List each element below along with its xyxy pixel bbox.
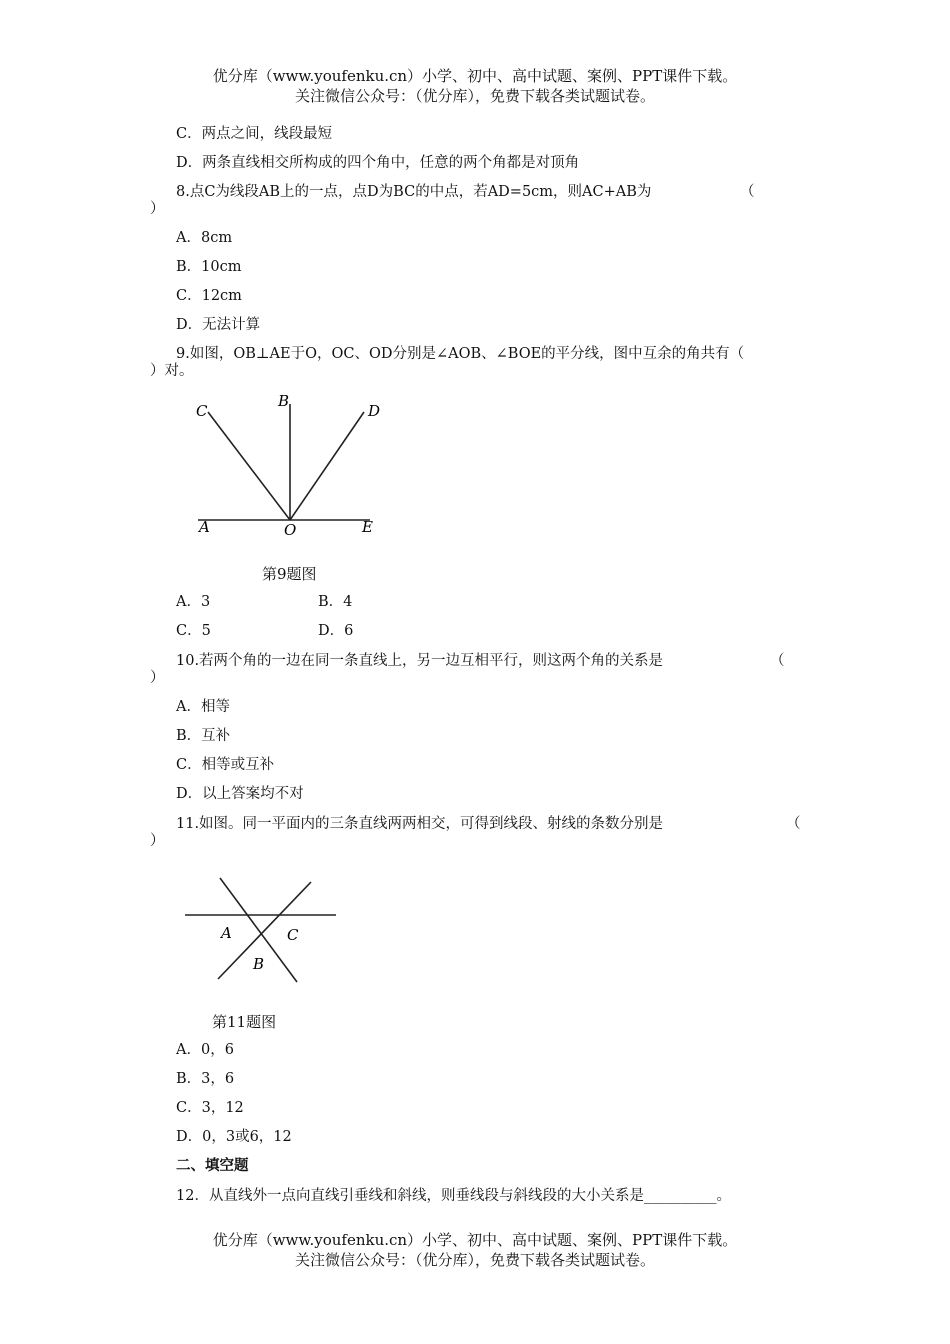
q9-caption: 第9题图 <box>262 565 317 583</box>
q11-figure <box>180 872 340 987</box>
q9-option-c: C．5 <box>176 623 211 639</box>
q11-paren-close: ） <box>150 833 165 849</box>
q8-paren-close: ） <box>150 201 165 217</box>
q10-paren-close: ） <box>150 670 165 686</box>
footer-line-1: 优分库（www.youfenku.cn）小学、初中、高中试题、案例、PPT课件下载。 <box>212 1231 738 1249</box>
q11-paren-open: （ <box>786 816 801 832</box>
q9-stem: 9.如图，OB⊥AE于O，OC、OD分别是∠AOB、∠BOE的平分线，图中互余的角共有（ <box>176 346 745 362</box>
label-o: O <box>284 521 297 539</box>
q8-option-a: A．8cm <box>176 230 233 246</box>
label-c: C <box>196 402 208 420</box>
q9-option-b: B．4 <box>318 594 353 610</box>
section-title: 二、填空题 <box>176 1157 249 1174</box>
header-line-2: 关注微信公众号：（优分库），免费下载各类试题试卷。 <box>294 87 655 105</box>
q10-stem: 10.若两个角的一边在同一条直线上，另一边互相平行，则这两个角的关系是 <box>176 653 664 669</box>
label-d: D <box>368 402 381 420</box>
q10-option-a: A．相等 <box>176 699 230 715</box>
q8-paren-open: （ <box>740 184 755 200</box>
q7-option-c: C．两点之间，线段最短 <box>176 126 333 142</box>
q12-stem: 12．从直线外一点向直线引垂线和斜线，则垂线段与斜线段的大小关系是__________。 <box>176 1188 731 1204</box>
q11-option-a: A．0，6 <box>176 1042 234 1058</box>
q9-figure <box>190 390 390 540</box>
header-line-1: 优分库（www.youfenku.cn）小学、初中、高中试题、案例、PPT课件下载。 <box>212 67 738 85</box>
q9-option-d: D．6 <box>318 623 354 639</box>
q8-stem: 8.点C为线段AB上的一点，点D为BC的中点，若AD=5cm，则AC+AB为 <box>176 184 652 200</box>
q11-stem: 11.如图。同一平面内的三条直线两两相交，可得到线段、射线的条数分别是 <box>176 816 664 832</box>
q10-option-d: D．以上答案均不对 <box>176 786 304 802</box>
q10-option-b: B．互补 <box>176 728 231 744</box>
label-a: A <box>221 924 232 942</box>
q7-option-d: D．两条直线相交所构成的四个角中，任意的两个角都是对顶角 <box>176 155 580 171</box>
q8-option-b: B．10cm <box>176 259 242 275</box>
label-c: C <box>287 926 299 944</box>
label-e: E <box>362 518 373 536</box>
q9-option-a: A．3 <box>176 594 211 610</box>
ray-oc <box>208 412 290 520</box>
q8-option-c: C．12cm <box>176 288 242 304</box>
q10-option-c: C．相等或互补 <box>176 757 275 773</box>
q10-paren-open: （ <box>770 653 785 669</box>
footer-line-2: 关注微信公众号：（优分库），免费下载各类试题试卷。 <box>294 1251 655 1269</box>
label-b: B <box>253 955 265 973</box>
ray-od <box>290 412 364 520</box>
label-b: B <box>278 392 290 410</box>
q11-option-b: B．3，6 <box>176 1071 235 1087</box>
q11-option-d: D．0，3或6，12 <box>176 1129 292 1145</box>
q8-option-d: D．无法计算 <box>176 317 261 333</box>
label-a: A <box>199 518 210 536</box>
q11-caption: 第11题图 <box>212 1013 277 1031</box>
q11-option-c: C．3，12 <box>176 1100 244 1116</box>
q9-stem-cont: ）对。 <box>150 363 194 379</box>
